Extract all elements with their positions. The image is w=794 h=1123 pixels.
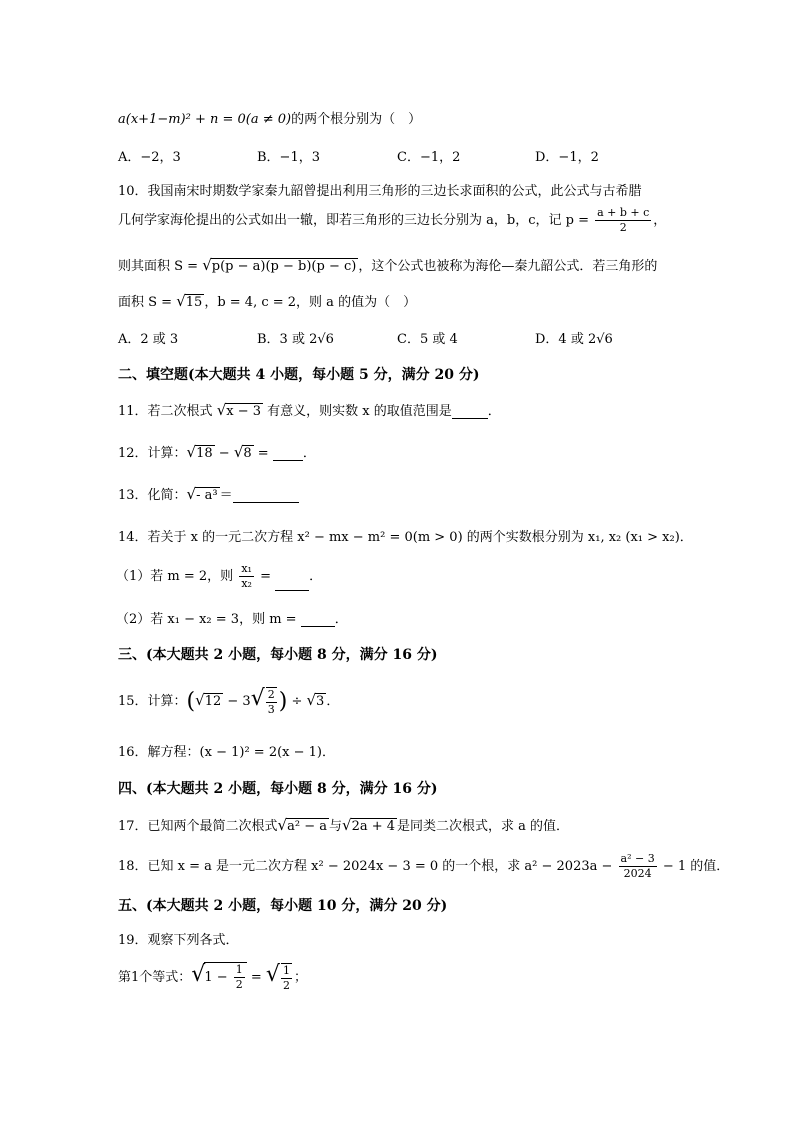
q17-text-b: 是同类二次根式，求 a 的值． (397, 819, 570, 834)
q14-part1-text: （1）若 m = 2，则 (116, 569, 234, 584)
radical-icon: √ (195, 691, 205, 709)
q13-line (118, 484, 299, 503)
q10-line4-text-a: 面积 S = (118, 295, 173, 310)
q15-denominator: 3 (267, 702, 275, 716)
q15-line (118, 686, 339, 717)
q18-text-a: 18．已知 x = a 是一元二次方程 x² − 2024x − 3 = 0 的一个根，求 a² − 2023a − (118, 859, 613, 874)
q18-text-b: − 1 的值． (658, 859, 730, 874)
q9-line (118, 108, 421, 127)
q17-text-a: 17．已知两个最简二次根式 (118, 819, 278, 834)
q10-area-radicand: 15 (185, 295, 203, 310)
q19-rhs-fraction (281, 963, 292, 993)
q11-text-c: ． (487, 404, 501, 419)
q10-line3-text-b: ，这个公式也被称为海伦—秦九韶公式．若三角形的 (358, 259, 658, 274)
q10-p-fraction (595, 206, 651, 235)
q12-minus: − (214, 446, 234, 461)
radical-icon: √ (216, 401, 227, 419)
section-5-heading: 五、(本大题共 2 小题，每小题 10 分，满分 20 分) (118, 898, 448, 914)
q11-answer-blank (452, 403, 488, 419)
radical-icon: √ (186, 485, 197, 503)
q10-p-denominator: 2 (619, 221, 627, 234)
q19-lhs-num: 1 (235, 963, 243, 976)
q19-rhs-num: 1 (282, 963, 290, 977)
q16-line: 16．解方程：(x − 1)² = 2(x − 1)． (118, 745, 335, 760)
q19-rhs-den: 2 (282, 978, 290, 992)
q12-text-c: ． (302, 446, 316, 461)
q15-numerator: 2 (267, 687, 275, 701)
q9-option-a: A．−2，3 (118, 150, 181, 165)
q17-radicand-1: a² − a (287, 819, 327, 834)
radical-icon: √ (186, 443, 197, 461)
q17-and: 与 (328, 819, 342, 834)
q11-line (118, 400, 501, 419)
q15-minus: − 3 (223, 694, 251, 709)
q19-title: 19．观察下列各式． (118, 933, 239, 948)
section-3-heading: 三、(本大题共 2 小题，每小题 8 分，满分 16 分) (118, 647, 438, 663)
radical-icon: √ (233, 443, 244, 461)
radical-icon: √ (191, 962, 206, 987)
right-paren-icon: ) (278, 689, 288, 714)
q17-radicand-2: 2a + 4 (351, 819, 396, 834)
q10-p-numerator: a + b + c (597, 206, 650, 219)
q18-fraction (619, 852, 657, 881)
q14-ratio-fraction (239, 562, 254, 591)
q10-line2: 几何学家海伦提出的公式如出一辙，即若三角形的三边长分别为 a，b，c，记 p = $\frac{a + b + c}{2}$ ， (118, 206, 667, 234)
radical-icon: √ (265, 962, 280, 987)
q10-line2-text: 几何学家海伦提出的公式如出一辙，即若三角形的三边长分别为 a，b，c，记 p = (118, 213, 589, 228)
q14-part2 (116, 608, 348, 627)
q10-heron-radicand: p(p − a)(p − b)(p − c) (211, 259, 357, 274)
q11-radicand: x − 3 (226, 404, 262, 419)
radical-icon: √ (202, 256, 212, 274)
q19-end: ； (293, 970, 307, 985)
q13-radicand: - a³ (196, 488, 218, 503)
radical-icon: √ (176, 292, 186, 310)
q10-option-d: D．4 或 2√6 (535, 332, 613, 347)
radical-icon: √ (342, 816, 352, 834)
q19-lhs-den: 2 (235, 978, 243, 991)
q12-text-a: 12．计算： (118, 446, 187, 461)
q14-part1 (116, 562, 322, 591)
q19-lhs-radicand: 1 − $\frac{1}{2}$ (204, 962, 246, 992)
q14-part2-text: （2）若 x₁ − x₂ = 3，则 m = (116, 612, 301, 627)
q18-denominator: 2024 (623, 867, 652, 880)
q11-text-b: 有意义，则实数 x 的取值范围是 (267, 404, 452, 419)
q14-part2-end: ． (334, 612, 348, 627)
q19-eq-label: 第1个等式： (118, 970, 192, 985)
q14-numerator: x₁ (241, 562, 252, 575)
q14-denominator: x₂ (241, 577, 252, 590)
left-paren-icon: ( (186, 689, 196, 714)
q19-lhs-fraction (234, 963, 245, 992)
q15-divide: ÷ (287, 694, 307, 709)
q13-equals: ＝ (219, 488, 233, 503)
q14-part2-blank (301, 611, 335, 627)
q15-radicand-3: 3 (316, 694, 325, 709)
q9-equation: a(x+1−m)² + n = 0(a ≠ 0) (118, 112, 292, 127)
q10-line1: 10．我国南宋时期数学家秦九韶曾提出利用三角形的三边长求面积的公式，此公式与古希腊 (118, 184, 642, 199)
q15-radicand-1: 12 (204, 694, 222, 709)
q12-radicand-1: 18 (196, 446, 213, 461)
q10-option-c: C．5 或 4 (397, 332, 458, 347)
q12-equals: = (253, 446, 273, 461)
section-2-heading: 二、填空题(本大题共 4 小题，每小题 5 分，满分 20 分) (118, 367, 480, 383)
q14-part1-end: ． (309, 569, 323, 584)
q15-text-a: 15．计算： (118, 694, 187, 709)
section-4-heading: 四、(本大题共 2 小题，每小题 8 分，满分 16 分) (118, 781, 438, 797)
q9-text: 的两个根分别为（ ） (291, 112, 422, 127)
radical-icon: √ (306, 691, 317, 709)
q18-line (118, 852, 729, 881)
q10-line4-text-b: ，b = 4, c = 2，则 a 的值为（ ） (204, 295, 417, 310)
q9-option-c: C．−1，2 (397, 150, 461, 165)
q10-option-a: A．2 或 3 (118, 332, 179, 347)
q14-line: 14．若关于 x 的一元二次方程 x² − mx − m² = 0(m > 0) 的两个实数根分别为 x₁, x₂ (x₁ > x₂)． (118, 530, 693, 545)
radical-icon: √ (277, 816, 288, 834)
q10-option-b: B．3 或 2√6 (257, 332, 334, 347)
q12-radicand-2: 8 (243, 446, 252, 461)
q15-end: ． (326, 694, 340, 709)
q13-text-a: 13．化简： (118, 488, 187, 503)
q12-line (118, 442, 316, 461)
q10-line4 (118, 291, 416, 310)
q13-answer-blank (233, 487, 299, 503)
q10-line3-text-a: 则其面积 S = (118, 259, 199, 274)
q9-option-b: B．−1，3 (257, 150, 320, 165)
q19-equation-1: 第1个等式：√1 − $\frac{1}{2}$ = √ $\frac{1}{2}$ ； (118, 962, 307, 992)
q15-fraction (266, 687, 277, 717)
q14-part1-blank (275, 575, 309, 591)
q11-text-a: 11．若二次根式 (118, 404, 213, 419)
q18-numerator: a² − 3 (620, 852, 655, 865)
q14-part1-equals: = (255, 569, 276, 584)
q17-line (118, 815, 569, 834)
q9-option-d: D．−1，2 (535, 150, 599, 165)
radical-icon: √ (250, 686, 265, 711)
q12-answer-blank (273, 445, 303, 461)
q10-line3 (118, 255, 657, 274)
